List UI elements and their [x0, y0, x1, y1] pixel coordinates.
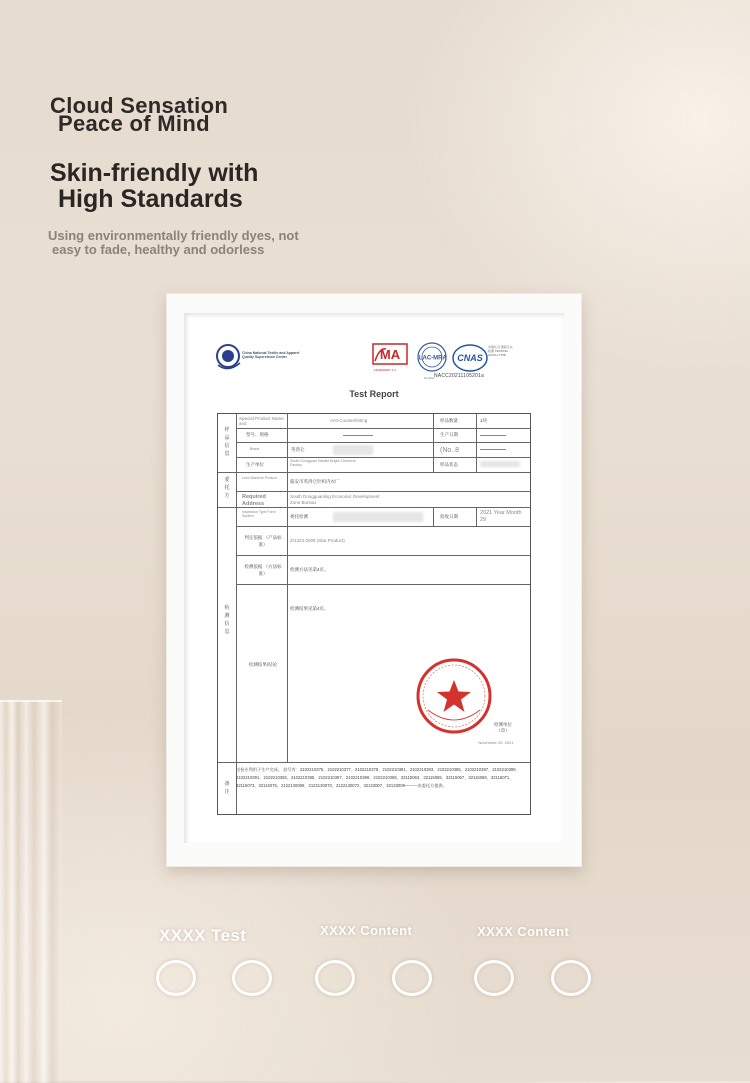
remarks-text: 送检专利用于生产完成。 款号有：2102210375、2102210377、2102210379、2102210381、2102210383、2102210385、2102210387、2102210389、2102210391、2102210393、2102210395、2102210397、2102210399、2102210365、32115063、32115065、32115067、32115069、32115071、32115073、32115075、2122130069、2122130070、2122130072、32133007、32133009———由委托方提供。	[236, 767, 520, 788]
maker-label: 生产单位	[246, 462, 264, 467]
sub-unit: 检测单位 （章）	[494, 722, 512, 733]
product-name-label: Special Product Name and	[239, 416, 284, 426]
certificate-frame	[166, 293, 582, 867]
client-label: Lenx Machine Product	[242, 476, 277, 480]
judge-value: Z/1323-2009 (Star Product)	[290, 538, 345, 543]
test-report-document	[184, 313, 564, 843]
svg-text:ILAC-MRA: ILAC-MRA	[417, 355, 447, 362]
org-name: China National Textile and Apparel Quality Supervision Center	[242, 351, 300, 359]
report-table	[217, 413, 531, 815]
method-label: 检测依据 （方法标准）	[244, 564, 282, 576]
hero-description	[48, 229, 378, 257]
cnas-logo-icon	[452, 343, 488, 373]
hero-desc-a: Using environmentally friendly dyes, not	[48, 228, 299, 243]
test-1-ring-left	[156, 960, 196, 996]
check-date-value: 2021 Year Month 29	[480, 510, 522, 523]
svg-text:CNAS: CNAS	[457, 353, 483, 363]
address-label: Required Address	[242, 494, 266, 507]
sample-info-side-label: 样品信息	[224, 427, 230, 457]
inspection-value: 委托检测	[290, 514, 308, 519]
cnas-number: NACC20211105201a	[434, 373, 484, 379]
org-logo-icon	[214, 343, 242, 371]
brand-label: Brand	[250, 447, 260, 451]
no-label: (No. 8	[440, 447, 460, 454]
brand-value: 英湾仑	[291, 447, 305, 452]
inspection-label: Inspection Type Form System	[242, 510, 276, 518]
product-name-value: Anti-Counterfeiting	[330, 418, 368, 423]
hero-subheadline	[50, 160, 258, 212]
test-1-ring-right	[232, 960, 272, 996]
check-date-label: 验收日期	[440, 514, 458, 519]
test-label-3: XXXX Content	[477, 924, 570, 939]
judge-label: 判定依据 （产品标准）	[244, 535, 282, 547]
sub-date: November 25, 2021	[478, 740, 514, 745]
ilac-number: Number	[424, 376, 435, 380]
result-label: 检测结果/结论	[248, 662, 278, 667]
test-3-ring-right	[551, 960, 591, 996]
test-label-1: XXXX Test	[159, 926, 247, 945]
hero-line-2b: High Standards	[58, 185, 243, 213]
glass-vase-decoration	[0, 700, 62, 1083]
address-value: South Dongguanling Economic Development Zone Bureau	[290, 494, 380, 505]
sample-state-label: 样品状态	[440, 462, 458, 467]
hero-line-2a: Skin-friendly with	[50, 159, 259, 187]
svg-text:MA: MA	[379, 347, 401, 362]
sample-qty-value: 1块	[480, 418, 488, 423]
model-label: 型号、规格	[246, 432, 269, 437]
cnas-side-text: 中国认可 国际互认 检测 TESTING CNAS L7768	[488, 345, 513, 357]
client-value: 临安市英湾仑针织内衣厂	[290, 479, 340, 484]
client-side-label: 委托方	[224, 477, 230, 499]
hero-headline	[50, 93, 229, 136]
sample-qty-label: 样品数量	[440, 418, 458, 423]
test-2-ring-left	[315, 960, 355, 996]
cma-number: 1600000067 1 4	[374, 368, 396, 372]
hero-desc-b: easy to fade, healthy and odorless	[52, 242, 265, 257]
result-value: 检测结果见第4页。	[290, 606, 329, 611]
remarks-side-label: 备注	[224, 781, 230, 795]
ilac-mra-logo-icon	[416, 341, 448, 373]
report-title: Test Report	[349, 389, 399, 399]
hero-line-1a: Cloud Sensation	[50, 93, 229, 118]
method-value: 检测方法见第4页。	[290, 567, 329, 572]
cma-logo-icon	[372, 343, 408, 365]
test-2-ring-right	[392, 960, 432, 996]
certificate-paper	[184, 313, 564, 843]
inspection-info-side-label: 检测信息	[224, 605, 230, 635]
maker-value: South Dongguan Nanshi Bright Chemical Factory	[290, 459, 356, 467]
test-label-2: XXXX Content	[320, 923, 413, 938]
test-3-ring-left	[474, 960, 514, 996]
prod-date-label: 生产日期	[440, 432, 458, 437]
hero-line-1b: Peace of Mind	[58, 111, 210, 136]
official-seal-icon	[414, 656, 494, 736]
